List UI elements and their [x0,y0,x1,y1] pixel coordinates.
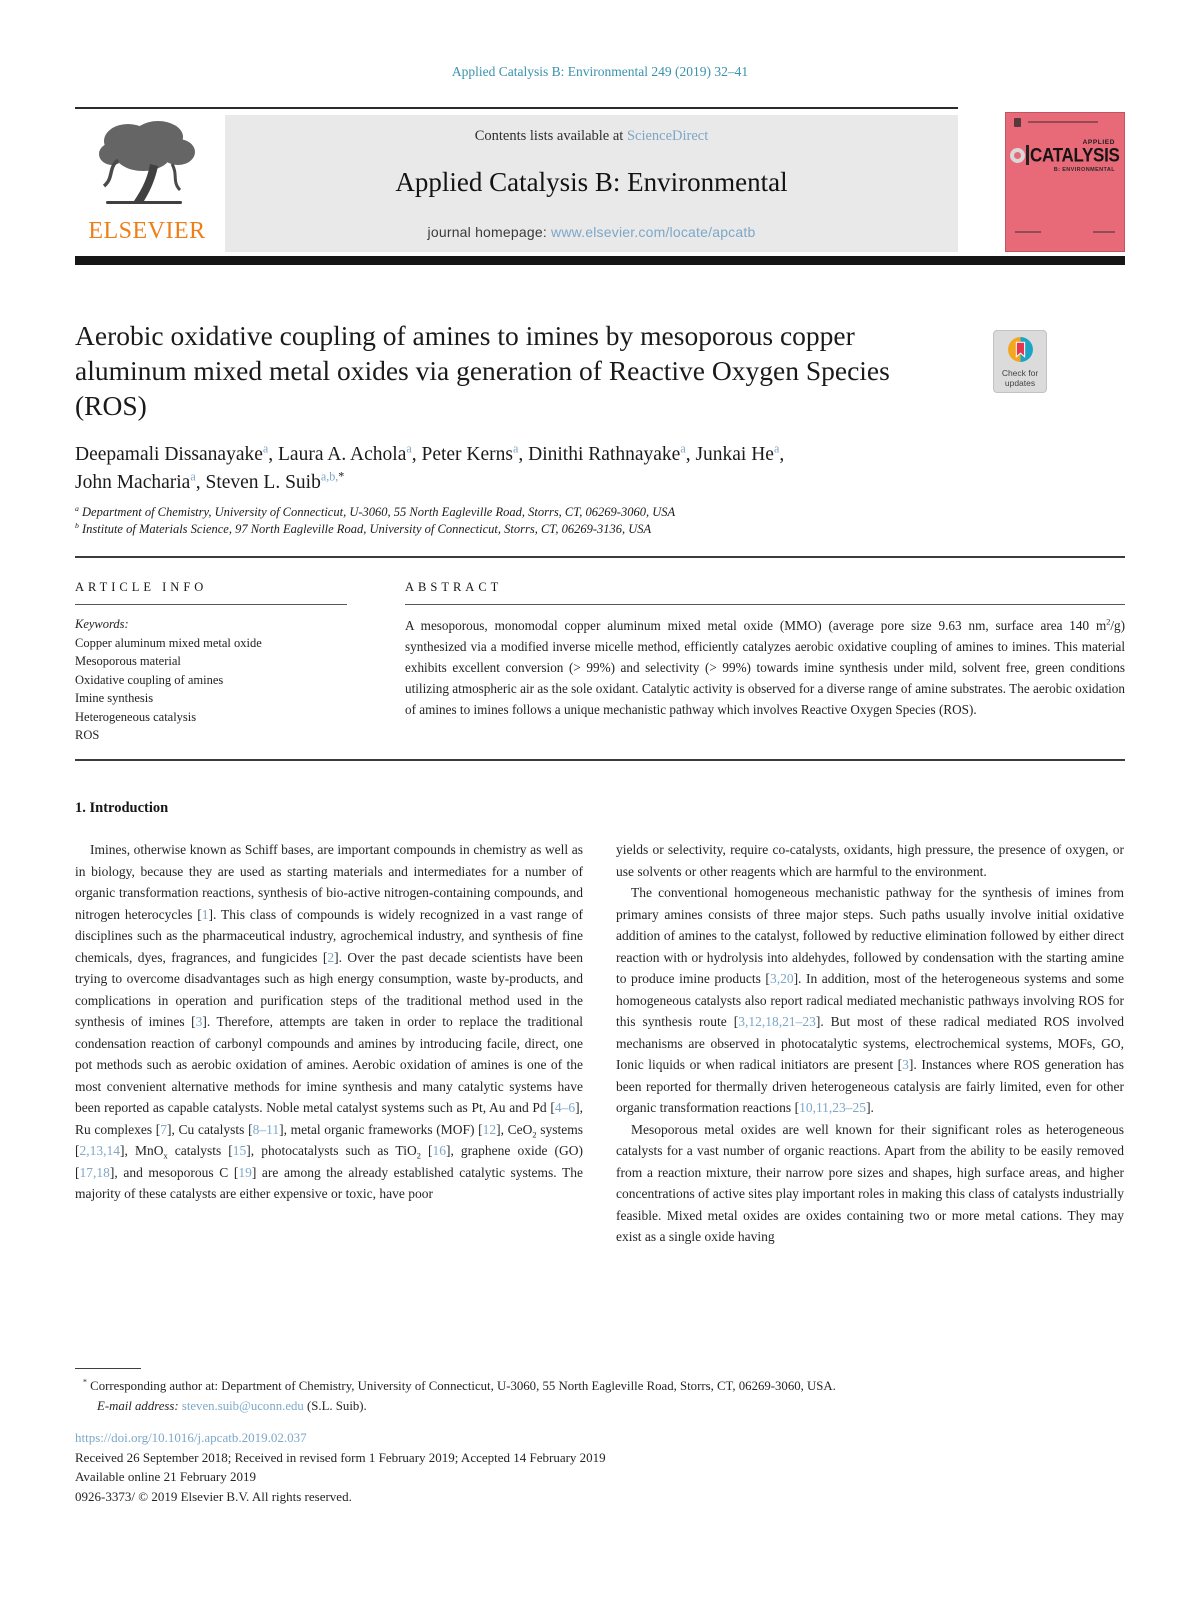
cover-publisher-mark [1014,118,1021,127]
keyword-item: Imine synthesis [75,691,154,705]
masthead-box [225,115,958,252]
cover-microtext-bar [1093,231,1115,233]
cover-subtitle: B: ENVIRONMENTAL [1053,167,1115,173]
doi-link[interactable]: https://doi.org/10.1016/j.apcatb.2019.02.037 [75,1430,307,1445]
article-info-column [75,558,347,745]
elsevier-logo [77,116,217,245]
homepage-url-link[interactable]: www.elsevier.com/locate/apcatb [551,224,756,240]
available-online: Available online 21 February 2019 [75,1469,256,1484]
reference-link[interactable]: 3,20 [769,971,794,986]
abstract-heading: ABSTRACT [405,558,1125,605]
author-list: Deepamali Dissanayake$^a$, Laura A. Achola$^a$, Peter Kerns$^a$, Dinithi Rathnayake$^a$, Junkai He$^a$, John Macharia$^a$, Steven L. Suib$^{a,b,*}$ [75,441,785,493]
email-link[interactable]: steven.suib@uconn.edu [181,1398,304,1413]
journal-title: Applied Catalysis B: Environmental [395,167,788,197]
corresponding-author-footnote [75,1377,1115,1416]
reference-link[interactable]: 2 [327,949,335,965]
keywords-label: Keywords: [75,617,129,631]
abstract-column [405,558,1125,745]
masthead-top-rule [75,107,958,109]
footnote-rule [75,1368,141,1369]
affiliation-b: $^b$ Institute of Materials Science, 97 North Eagleville Road, University of Connecticut, Storrs, CT, 06269-3136, USA [75,520,652,536]
homepage-line [225,224,958,240]
reference-link[interactable]: 3 [195,1014,203,1029]
reference-link[interactable]: 10,11,23–25 [799,1100,867,1115]
received-dates: Received 26 September 2018; Received in revised form 1 February 2019; Accepted 14 February 2019 [75,1449,606,1465]
reference-link[interactable]: 16 [432,1143,446,1158]
reference-link[interactable]: 3 [902,1057,909,1072]
reference-link[interactable]: 15 [232,1143,247,1158]
cover-applied-label: APPLIED [1082,139,1115,146]
reference-link[interactable]: a [513,441,519,456]
body-section [75,800,1125,1248]
right-text-column [616,839,1124,1248]
badge-label-line1: Check for [1001,368,1039,378]
cover-microtext-bar [1028,121,1098,123]
cover-bar-icon [1026,145,1029,165]
keyword-item: Mesoporous material [75,654,181,668]
elsevier-wordmark: ELSEVIER [88,218,206,244]
rights-line: 0926-3373/ © 2019 Elsevier B.V. All rights reserved. [75,1488,352,1504]
contents-line [225,115,958,145]
homepage-prefix: journal homepage: [427,224,552,240]
paragraph: yields or selectivity, require co-catalysts, oxidants, high pressure, the presence of oxygen, or use solvents or other reagents which are harmful to the environment. [616,842,1124,879]
keyword-item: Copper aluminum mixed metal oxide [75,635,262,650]
email-line [75,1397,1115,1417]
reference-link[interactable]: a [406,441,412,456]
cover-catalysis-title: CATALYSIS [1030,144,1120,167]
reference-link[interactable]: 4–6 [554,1100,576,1115]
keywords-block [75,605,347,745]
affiliation-a: $^a$ Department of Chemistry, University of Connecticut, U-3060, 55 North Eagleville Road, Storrs, CT, 06269-3060, USA [75,503,676,519]
affiliations [75,504,1075,537]
keyword-item: ROS [75,728,100,742]
cover-microtext-bar [1015,231,1041,233]
journal-cover-thumbnail[interactable] [1005,112,1125,252]
cover-ring-icon [1010,148,1025,163]
left-text-column [75,839,583,1248]
abstract-text: A mesoporous, monomodal copper aluminum mixed metal oxide (MMO) (average pore size 9.63 nm, surface area 140 $m^2/g$) synthesized via a modified inverse micelle method, efficiently catalyzes aerobic oxidative coupling of amines to imines. This material exhibits excellent conversion (> 99%) and selectivity (> 99%) towards imine synthesis under mild, solvent free, green conditions utilizing atmospheric air as the sole oxidant. Catalytic activity is observed for a diverse range of amine substrates. The aerobic oxidation of amines to imines follows a unique mechanistic pathway which involves Reactive Oxygen Species (ROS). [405,617,1125,717]
article-title: Aerobic oxidative coupling of amines to imines by mesoporous copper aluminum mixed metal oxides via generation of Reactive Oxygen Species (ROS) [75,320,890,421]
reference-link[interactable]: a [190,469,196,484]
paragraph: Mesoporous metal oxides are well known for their significant roles as heterogeneous catalysts for a vast number of organic reactions. Apart from the ability to be easily removed from a reaction mixture, their narrow pore sizes and shapes, high surface areas, and higher concentrations of active sites play important roles in making this class of catalysts industrially feasible. Mixed metal oxides are oxides containing two or more metal cations. They may exist as a single oxide having [616,1121,1125,1244]
badge-label-line2: updates [1004,378,1036,388]
email-label: E-mail address: [97,1398,179,1413]
reference-link[interactable]: 1 [201,906,209,922]
paragraph: The conventional homogeneous mechanistic pathway for the synthesis of imines from primary amines consists of three major steps. Such paths usually involve initial oxidative addition of amines to the catalyst, followed by reductive elimination followed by either direct reaction with or hydrolysis into aldehydes, followed by condensation with the starting amine to produce imine products [3,20]. In addition, most of the heterogeneous systems and some homogeneous catalysts also report radical mediated mechanistic pathways involving ROS for this synthesis route [3,12,18,21–23]. But most of these radical mediated ROS involved mechanisms are observed in photocatalytic systems, electrochemical systems, MOFs, GO, Ionic liquids or when radical initiators are present [3]. Instances where ROS generation has been reported for thermally driven heterogeneous catalysis are fairly limited, even for other organic transformation reactions [10,11,23–25]. [616,885,1125,1115]
reference-link[interactable]: 19 [238,1164,252,1180]
section-heading-introduction: 1. Introduction [75,800,169,816]
reference-link[interactable]: a [773,441,780,456]
reference-link[interactable]: 3,12,18,21–23 [738,1014,816,1029]
reference-link[interactable]: a [680,441,686,456]
reference-link[interactable]: 7 [160,1121,168,1137]
masthead-black-bar [75,256,1125,265]
reference-link[interactable]: a,b, [320,469,339,484]
crossmark-icon [1007,336,1034,363]
email-suffix: (S.L. Suib). [303,1398,367,1413]
journal-citation: Applied Catalysis B: Environmental 249 (2019) 32–41 [451,64,749,79]
keyword-item: Heterogeneous catalysis [75,709,197,724]
contents-prefix: Contents lists available at [474,128,627,144]
reference-link[interactable]: 8–11 [252,1121,280,1137]
sciencedirect-link[interactable]: ScienceDirect [626,128,709,144]
article-info-heading: ARTICLE INFO [75,558,347,605]
paragraph: Imines, otherwise known as Schiff bases, are important compounds in chemistry as well as in biology, because they are used as starting materials and intermediates for a number of organic transformation reactions, synthesis of bio-active nitrogen-containing compounds, and nitrogen heterocycles [1]. This class of compounds is widely recognized in a vast range of disciplines such as the pharmaceutical industry, agrochemical industry, and synthesis of fine chemicals, dyes, fragrances, and fungicides [2]. Over the past decade scientists have been trying to overcome disadvantages such as high energy consumption, waste by-products, and complications in operation and purification steps of the traditional method used in the synthesis of imines [3]. Therefore, attempts are taken in order to replace the traditional condensation reaction of carbonyl compounds and amines by introducing facile, direct, one pot methods such as aerobic oxidation of amines. Aerobic oxidation of amines is one of the most convenient alternative methods for imine synthesis and many catalytic systems have been reported as capable catalysts. Noble metal catalyst systems such as Pt, Au and Pd [4–6], Ru complexes [7], Cu catalysts [8–11], metal organic frameworks (MOF) [12], CeO$_2$ systems [2,13,14], MnO$_x$ catalysts [15], photocatalysts such as TiO$_2$ [16], graphene oxide (GO) [17,18], and mesoporous C [19] are among the already established catalytic systems. The majority of these catalysts are either expensive or toxic, have poor [75,842,584,1201]
article-info-abstract-band [75,556,1125,761]
reference-link[interactable]: 17,18 [79,1164,110,1180]
check-for-updates-badge[interactable] [993,330,1047,393]
reference-link[interactable]: a [262,441,269,456]
elsevier-tree-icon [88,116,206,216]
reference-link[interactable]: 2,13,14 [79,1143,120,1158]
footnote-text: * Corresponding author at: Department of Chemistry, University of Connecticut, U-3060, 55 North Eagleville Road, Storrs, CT, 06269-3060, USA. [83,1377,836,1393]
publication-info [75,1428,1115,1506]
keyword-item: Oxidative coupling of amines [75,672,224,687]
reference-link[interactable]: 12 [482,1121,497,1137]
